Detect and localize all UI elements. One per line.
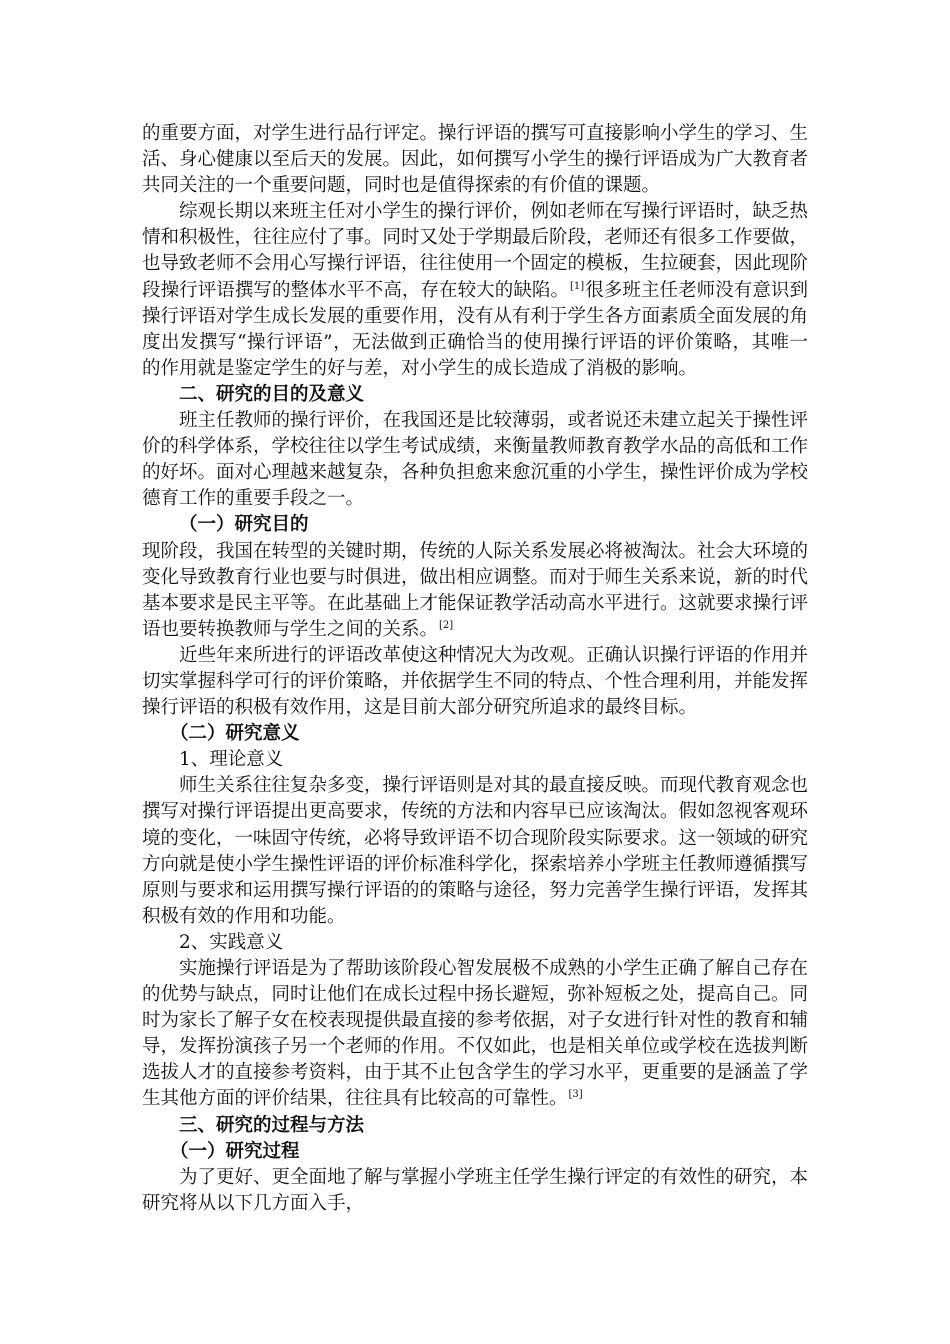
subheading-research-significance: （二）研究意义 bbox=[170, 723, 300, 745]
section-heading-purpose-significance: 二、研究的目的及意义 bbox=[179, 383, 365, 405]
subheading-research-purpose: （一）研究目的 bbox=[179, 514, 309, 536]
paragraph-reform-goal: 近些年来所进行的评语改革使这种情况大为改观。正确认识操行评语的作用并切实掌握科学可行的评价策略，并依据学生不同的特点、个性合理利用，并能发挥操行评语的积极有效作用，这是目前大部分研究所追求的最终目标。 bbox=[142, 644, 809, 719]
paragraph-text: 很多班主任老师没有意识到操行评语对学生成长发展的重要作用，没有从有利于学生各方面素质全面发展的角度出发撰写“操行评语”，无法做到正确恰当的使用操行评语的评价策略，其唯一的作用就是鉴定学生的好与差，对小学生的成长造成了消极的影响。 bbox=[142, 279, 809, 379]
subheading-practical-significance: 2、实践意义 bbox=[179, 931, 284, 953]
paragraph-text: 实施操行评语是为了帮助该阶段心智发展极不成熟的小学生正确了解自己存在的优势与缺点，同时让他们在成长过程中扬长避短，弥补短板之处，提高自己。同时为家长了解子女在校表现提供最直接的参考依据，对子女进行针对性的教育和辅导，发挥扮演孩子另一个老师的作用。不仅如此，也是相关单位或学校在选拔判断选拔人才的直接参考资料，由于其不止包含学生的学习水平，更重要的是涵盖了学生其他方面的评价结果，往往具有比较高的可靠性。 bbox=[142, 958, 809, 1110]
paragraph-intro-continued: 的重要方面，对学生进行品行评定。操行评语的撰写可直接影响小学生的学习、生活、身心健康以至后天的发展。因此，如何撰写小学生的操行评语成为广大教育者共同关注的一个重要问题，同时也是值得探索的有价值的课题。 bbox=[142, 123, 809, 197]
paragraph-theoretical: 师生关系往往复杂多变，操行评语则是对其的最直接反映。而现代教育观念也撰写对操行评语提出更高要求，传统的方法和内容早已应该淘汰。假如忽视客观环境的变化，一味固守传统，必将导致评语不切合现阶段实际要求。这一领域的研究方向就是使小学生操性评语的评价标准科学化，探索培养小学班主任教师遵循撰写原则与要求和运用撰写操行评语的的策略与途径，努力完善学生操行评语，发挥其积极有效的作用和功能。 bbox=[142, 775, 809, 927]
paragraph-text: 综观长期以来班主任对小学生的操行评价，例如老师在写操行评语时，缺乏热情和积极性，往往应付了事。同时又处于学期最后阶段，老师还有很多工作要做，也导致老师不会用心写操行评语，往往使用一个固定的模板，生拉硬套，因此现阶段操行评语撰写的整体水平不高，存在较大的缺陷。 bbox=[142, 201, 809, 301]
paragraph-evaluation-background: 班主任教师的操行评价，在我国还是比较薄弱，或者说还未建立起关于操性评价的科学体系，学校往往以学生考试成绩，来衡量教师教育教学水品的高低和工作的好坏。面对心理越来越复杂，各种负担愈来愈沉重的小学生，操性评价成为学校德育工作的重要手段之一。 bbox=[142, 410, 809, 510]
document-page bbox=[142, 121, 808, 1217]
paragraph-text: 现阶段，我国在转型的关键时期，传统的人际关系发展必将被淘汰。社会大环境的变化导致教育行业也要与时俱进，做出相应调整。而对于师生关系来说，新的时代基本要求是民主平等。在此基础上才能保证教学活动高水平进行。这就要求操行评语也要转换教师与学生之间的关系。 bbox=[142, 540, 809, 640]
paragraph-transition-period bbox=[142, 539, 808, 643]
paragraph-current-status bbox=[142, 199, 808, 382]
paragraph-process-intro: 为了更好、更全面地了解与掌握小学班主任学生操行评定的有效性的研究，本研究将从以下几方面入手， bbox=[142, 1166, 809, 1214]
subheading-research-process: （一）研究过程 bbox=[170, 1140, 300, 1162]
citation-ref-3: [3] bbox=[568, 1089, 583, 1101]
subheading-theoretical-significance: 1、理论意义 bbox=[179, 749, 284, 771]
section-heading-process-methods: 三、研究的过程与方法 bbox=[179, 1114, 365, 1136]
citation-ref-2: [2] bbox=[439, 619, 454, 631]
citation-ref-1: [1] bbox=[570, 280, 585, 292]
paragraph-practical bbox=[142, 956, 808, 1113]
